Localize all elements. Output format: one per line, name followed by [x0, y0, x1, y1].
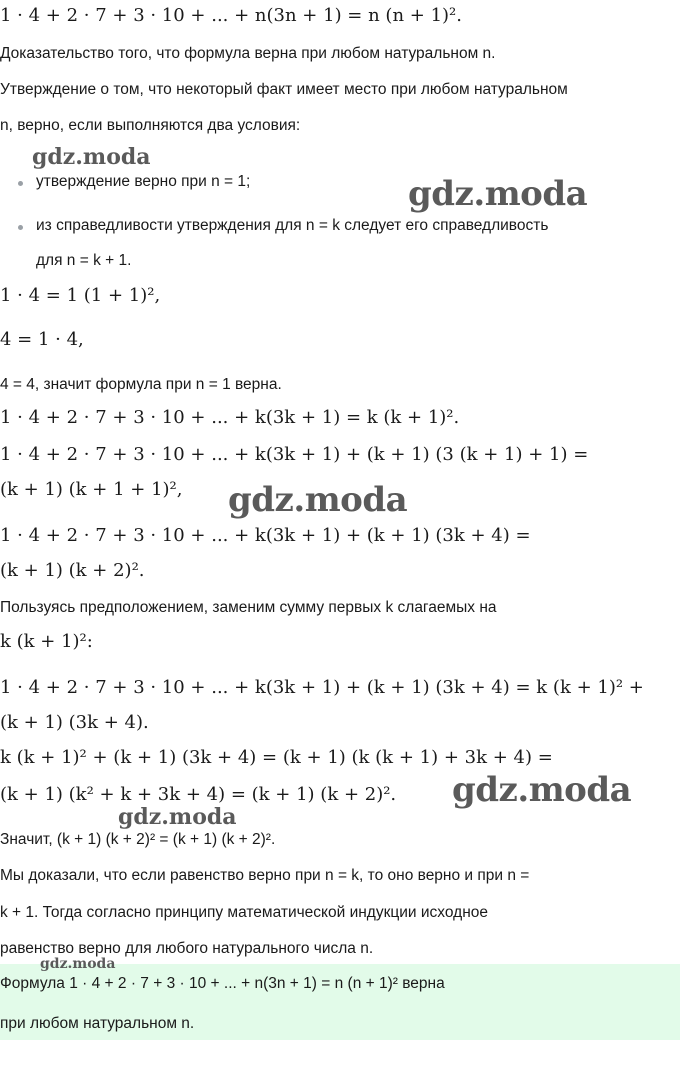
base-case-conclusion: 4 = 4, значит формула при n = 1 верна.: [0, 376, 282, 393]
proof-summary-1: Мы доказали, что если равенство верно при n = k, то оно верно и при n =: [0, 867, 530, 884]
base-case-check: 1 · 4 = 1 (1 + 1)²,: [0, 285, 161, 306]
formula-statement: 1 · 4 + 2 · 7 + 3 · 10 + ... + n(3n + 1) = n (n + 1)².: [0, 5, 462, 26]
watermark-logo: gdz.moda: [408, 174, 588, 214]
bullet-icon: [18, 225, 23, 230]
proof-summary-3: равенство верно для любого натурального числа n.: [0, 940, 374, 957]
condition-2: из справедливости утверждения для n = k следует его справедливость: [36, 217, 549, 234]
induction-step-line-2: (k + 1) (k + 1 + 1)²,: [0, 479, 183, 500]
induction-step-line-1: 1 · 4 + 2 · 7 + 3 · 10 + ... + k(3k + 1) + (k + 1) (3 (k + 1) + 1) =: [0, 444, 589, 465]
watermark-logo: gdz.moda: [452, 770, 632, 810]
induction-text-1: Утверждение о том, что некоторый факт имеет место при любом натуральном: [0, 81, 568, 98]
watermark-logo: gdz.moda: [228, 480, 408, 520]
bullet-icon: [18, 181, 23, 186]
final-answer-line-2: при любом натуральном n.: [0, 1015, 195, 1032]
watermark-logo: gdz.moda: [40, 956, 116, 972]
induction-step-line-4: (k + 1) (k + 2)².: [0, 560, 145, 581]
factorization-line-2: (k + 1) (k² + k + 3k + 4) = (k + 1) (k + 2)².: [0, 784, 397, 805]
induction-hypothesis: 1 · 4 + 2 · 7 + 3 · 10 + ... + k(3k + 1) = k (k + 1)².: [0, 407, 460, 428]
final-answer-line-1: Формула 1 · 4 + 2 · 7 + 3 · 10 + ... + n(3n + 1) = n (n + 1)² верна: [0, 975, 445, 992]
factorization-line-1: k (k + 1)² + (k + 1) (3k + 4) = (k + 1) (k (k + 1) + 3k + 4) =: [0, 747, 553, 768]
substituted-sum-line-1: 1 · 4 + 2 · 7 + 3 · 10 + ... + k(3k + 1) + (k + 1) (3k + 4) = k (k + 1)² +: [0, 677, 644, 698]
induction-text-2: n, верно, если выполняются два условия:: [0, 117, 301, 134]
base-case-simplified: 4 = 1 · 4,: [0, 329, 84, 350]
proof-heading: Доказательство того, что формула верна при любом натуральном n.: [0, 45, 496, 62]
substitution-text: Пользуясь предположением, заменим сумму первых k слагаемых на: [0, 599, 497, 616]
watermark-logo: gdz.moda: [32, 144, 151, 170]
substitution-expression: k (k + 1)²:: [0, 631, 93, 652]
condition-2-continued: для n = k + 1.: [36, 252, 132, 269]
equality-conclusion: Значит, (k + 1) (k + 2)² = (k + 1) (k + 2)².: [0, 831, 276, 848]
condition-1: утверждение верно при n = 1;: [36, 173, 251, 190]
induction-step-line-3: 1 · 4 + 2 · 7 + 3 · 10 + ... + k(3k + 1) + (k + 1) (3k + 4) =: [0, 525, 531, 546]
proof-summary-2: k + 1. Тогда согласно принципу математической индукции исходное: [0, 904, 488, 921]
substituted-sum-line-2: (k + 1) (3k + 4).: [0, 712, 149, 733]
watermark-logo: gdz.moda: [118, 804, 237, 830]
